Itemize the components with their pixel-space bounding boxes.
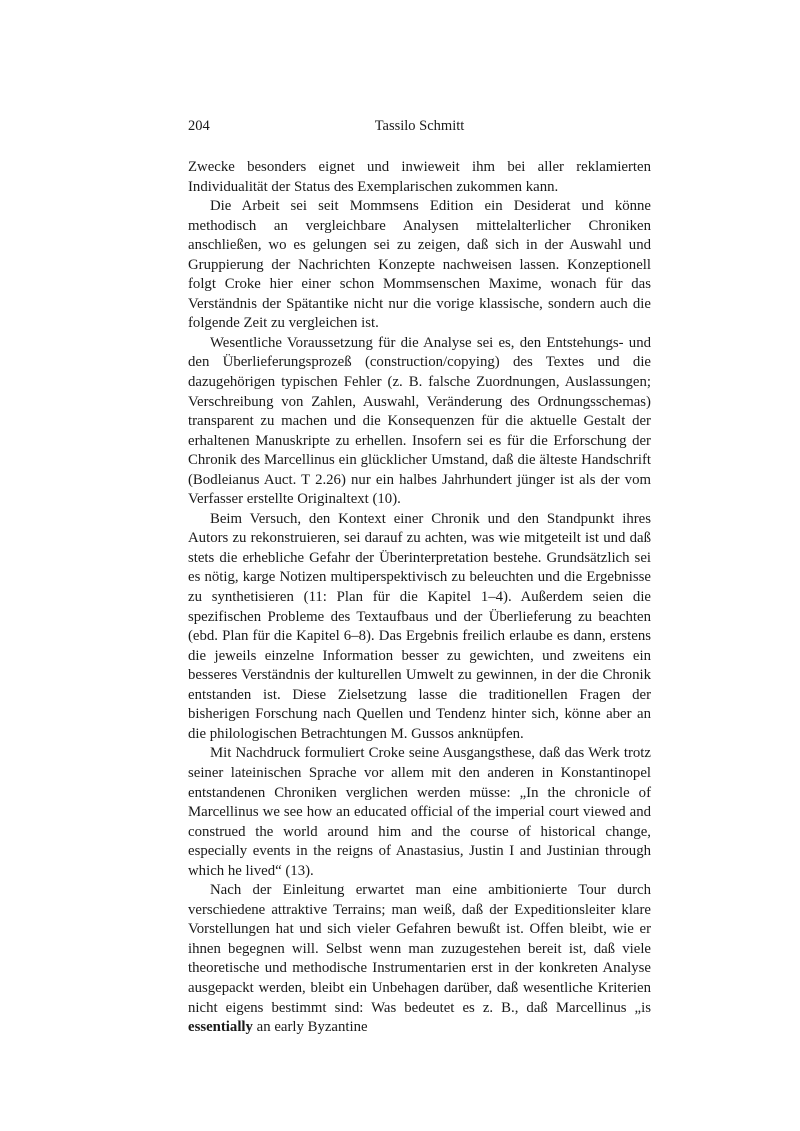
paragraph-6-tail: an early Byzantine [252,1019,368,1036]
emphasis-essentially: essentially [188,1019,253,1036]
paragraph-4: Beim Versuch, den Kontext einer Chronik und den Standpunkt ihres Autors zu rekonstruieren, sei darauf zu achten, was wie mitgeteilt ist und daß stets die erhebliche Gefahr der Überinterpretation bestehe. Grundsätzlich sei es nötig, karge Notizen multiperspektivisch zu beleuchten und die Ergebnisse zu synthetisieren (11: Plan für die Kapitel 1–4). Außerdem seien die spezifischen Probleme des Textaufbaus und der Überlieferung zu beachten (ebd. Plan für die Kapitel 6–8). Das Ergebnis freilich erlaube es dann, erstens die jeweils einzelne Information besser zu gewichten, und zweitens ein besseres Verständnis der kulturellen Umwelt zu gewinnen, in der die Chronik entstanden ist. Diese Zielsetzung lasse die traditionellen Fragen der bisherigen Forschung nach Quellen und Tendenz hinter sich, könne aber an die philologischen Betrachtungen M. Gussos anknüpfen. [188,510,651,742]
running-head-author: Tassilo Schmitt [374,118,465,134]
body-text [188,158,651,1038]
running-header [188,118,651,138]
paragraph-6 [188,881,651,1037]
paragraph-6-text: Nach der Einleitung erwartet man eine ambitionierte Tour durch verschiedene attraktive Terrains; man weiß, daß der Expeditionsleiter klare Vorstellungen hat und sich vieler Gefahren bewußt ist. Offen bleibt, wie er ihnen begegnen will. Selbst wenn man zuzugestehen bereit ist, daß viele theoretische und methodische Instrumentarien erst in der konkreten Analyse ausgepackt werden, bleibt ein Unbehagen darüber, daß wesentliche Kriterien nicht eigens bestimmt sind: Was bedeutet es z. B., daß Marcellinus „is [188,882,651,1016]
paragraph-5: Mit Nachdruck formuliert Croke seine Ausgangsthese, daß das Werk trotz seiner lateinischen Sprache vor allem mit den anderen in Konstantinopel entstandenen Chroniken verglichen werden müsse: „In the chronicle of Marcellinus we see how an educated official of the imperial court viewed and construed the world around him and the course of historical change, especially events in the reigns of Anastasius, Justin I and Justinian through which he lived“ (13). [188,745,651,879]
paragraph-1: Zwecke besonders eignet und inwieweit ihm bei aller reklamierten Individualität der Status des Exemplarischen zukommen kann. [188,159,651,195]
page-number: 204 [188,118,210,134]
paragraph-3: Wesentliche Voraussetzung für die Analyse sei es, den Entstehungs- und den Überlieferungsprozeß (construction/copying) des Textes und die dazugehörigen typischen Fehler (z. B. falsche Zuordnungen, Auslassungen; Verschreibung von Zahlen, Auswahl, Veränderung des Ordnungsschemas) transparent zu machen und die Konsequenzen für die aktuelle Gestalt der erhaltenen Manuskripte zu erhellen. Insofern sei es für die Erforschung der Chronik des Marcellinus ein glücklicher Umstand, daß die älteste Handschrift (Bodleianus Auct. T 2.26) nur ein halbes Jahrhundert jünger ist als der vom Verfasser erstellte Originaltext (10). [188,334,651,508]
paragraph-2: Die Arbeit sei seit Mommsens Edition ein Desiderat und könne methodisch an vergleichbare Analysen mittelalterlicher Chroniken anschließen, wo es gelungen sei zu zeigen, daß sich in der Auswahl und Gruppierung der Nachrichten Konzepte nachweisen lassen. Konzeptionell folgt Croke hier einer schon Mommsenschen Maxime, wonach für das Verständnis der Spätantike nicht nur die vorige klassische, sondern auch die folgende Zeit zu vergleichen ist. [188,198,651,332]
